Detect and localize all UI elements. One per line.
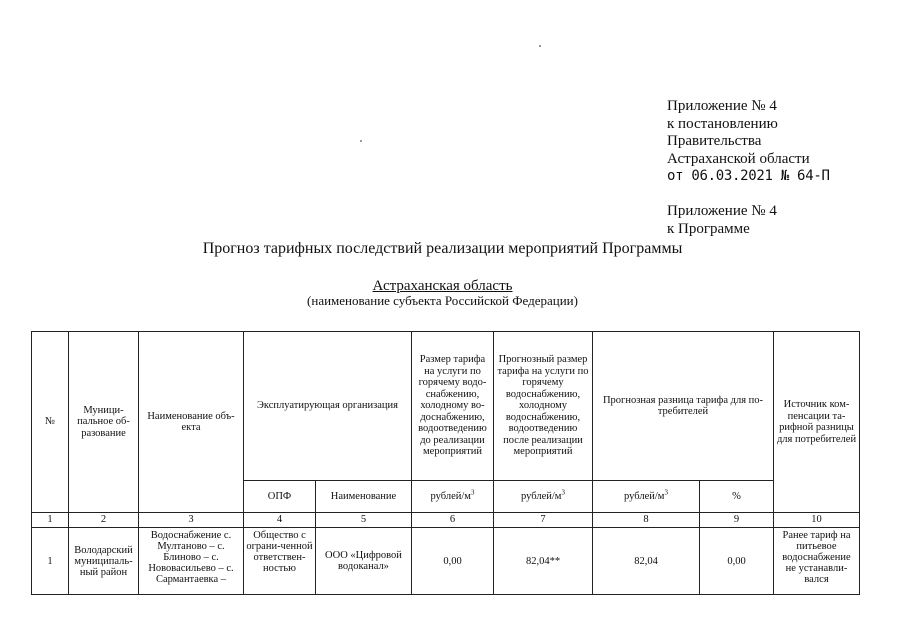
unit-exponent: 3	[664, 488, 668, 497]
subheader-unit-before	[412, 481, 494, 513]
scan-speck	[539, 45, 541, 47]
approval-line: Правительства	[667, 133, 762, 149]
document-title: Прогноз тарифных последствий реализации мероприятий Программы	[202, 240, 683, 257]
unit-text: рублей/м	[430, 490, 471, 502]
column-number-row	[32, 513, 860, 528]
column-number: 3	[139, 513, 244, 528]
approval-line: к постановлению	[667, 115, 778, 132]
region-name: Астраханская область	[372, 278, 513, 294]
cell-municipality: Володарский муниципаль-ный район	[69, 528, 139, 595]
column-number: 6	[412, 513, 494, 528]
table-row	[32, 528, 860, 595]
unit-text: рублей/м	[624, 490, 665, 502]
header-operator: Эксплуатирующая организация	[244, 332, 412, 481]
unit-text: рублей/м	[521, 490, 562, 502]
column-number: 4	[244, 513, 316, 528]
cell-compensation-source: Ранее тариф на питьевое водоснабжение не устанавли-вался	[774, 528, 860, 595]
approval-line: Приложение № 4	[667, 98, 777, 114]
subheader-unit-difference	[593, 481, 700, 513]
column-number: 8	[593, 513, 700, 528]
program-appendix-line: к Программе	[667, 220, 750, 237]
scan-speck	[360, 140, 362, 142]
subheader-percent: %	[700, 481, 774, 513]
approval-stamp	[667, 98, 830, 186]
subheader-opf: ОПФ	[244, 481, 316, 513]
approval-line: Астраханской области	[667, 150, 810, 167]
cell-tariff-before: 0,00	[412, 528, 494, 595]
cell-difference-rub: 82,04	[593, 528, 700, 595]
tariff-forecast-table	[31, 331, 860, 595]
header-object-name: Наименование объ-екта	[139, 332, 244, 513]
cell-object-name: Водоснабжение с. Мултаново – с. Блиново – с. Нововасильево – с. Сармантаевка –	[139, 528, 244, 595]
unit-exponent: 3	[470, 488, 475, 497]
column-number: 9	[700, 513, 774, 528]
subheader-unit-after	[494, 481, 593, 513]
cell-num: 1	[32, 528, 69, 595]
cell-operator-name: ООО «Цифровой водоканал»	[316, 528, 412, 595]
header-municipality: Муници-пальное об-разование	[69, 332, 139, 513]
cell-difference-pct: 0,00	[700, 528, 774, 595]
program-appendix-line: Приложение № 4	[667, 203, 777, 219]
column-number: 2	[69, 513, 139, 528]
region-caption: (наименование субъекта Российской Федерации)	[307, 293, 578, 308]
header-compensation-source: Источник ком-пенсации та-рифной разницы для потребителей	[774, 332, 860, 513]
header-tariff-before: Размер тарифа на услуги по горячему водо-снабжению, холодному во-доснабжению, водоотведению до реализации мероприятий	[412, 332, 494, 481]
column-number: 10	[774, 513, 860, 528]
subheader-name: Наименование	[316, 481, 412, 513]
header-tariff-after: Прогнозный размер тарифа на услуги по горячему водоснабжению, холодному водоснабжению, водоотведению после реализации мероприятий	[494, 332, 593, 481]
unit-exponent: 3	[561, 488, 565, 497]
header-num: №	[32, 332, 69, 513]
cell-tariff-after: 82,04**	[494, 528, 593, 595]
program-appendix	[667, 203, 777, 238]
cell-opf: Общество с ограни-ченной ответствен-ностью	[244, 528, 316, 595]
header-difference: Прогнозная разница тарифа для по-требителей	[593, 332, 774, 481]
approval-date-line: от 06.03.2021 № 64-П	[667, 168, 830, 184]
header-row	[32, 332, 860, 481]
column-number: 7	[494, 513, 593, 528]
column-number: 5	[316, 513, 412, 528]
column-number: 1	[32, 513, 69, 528]
